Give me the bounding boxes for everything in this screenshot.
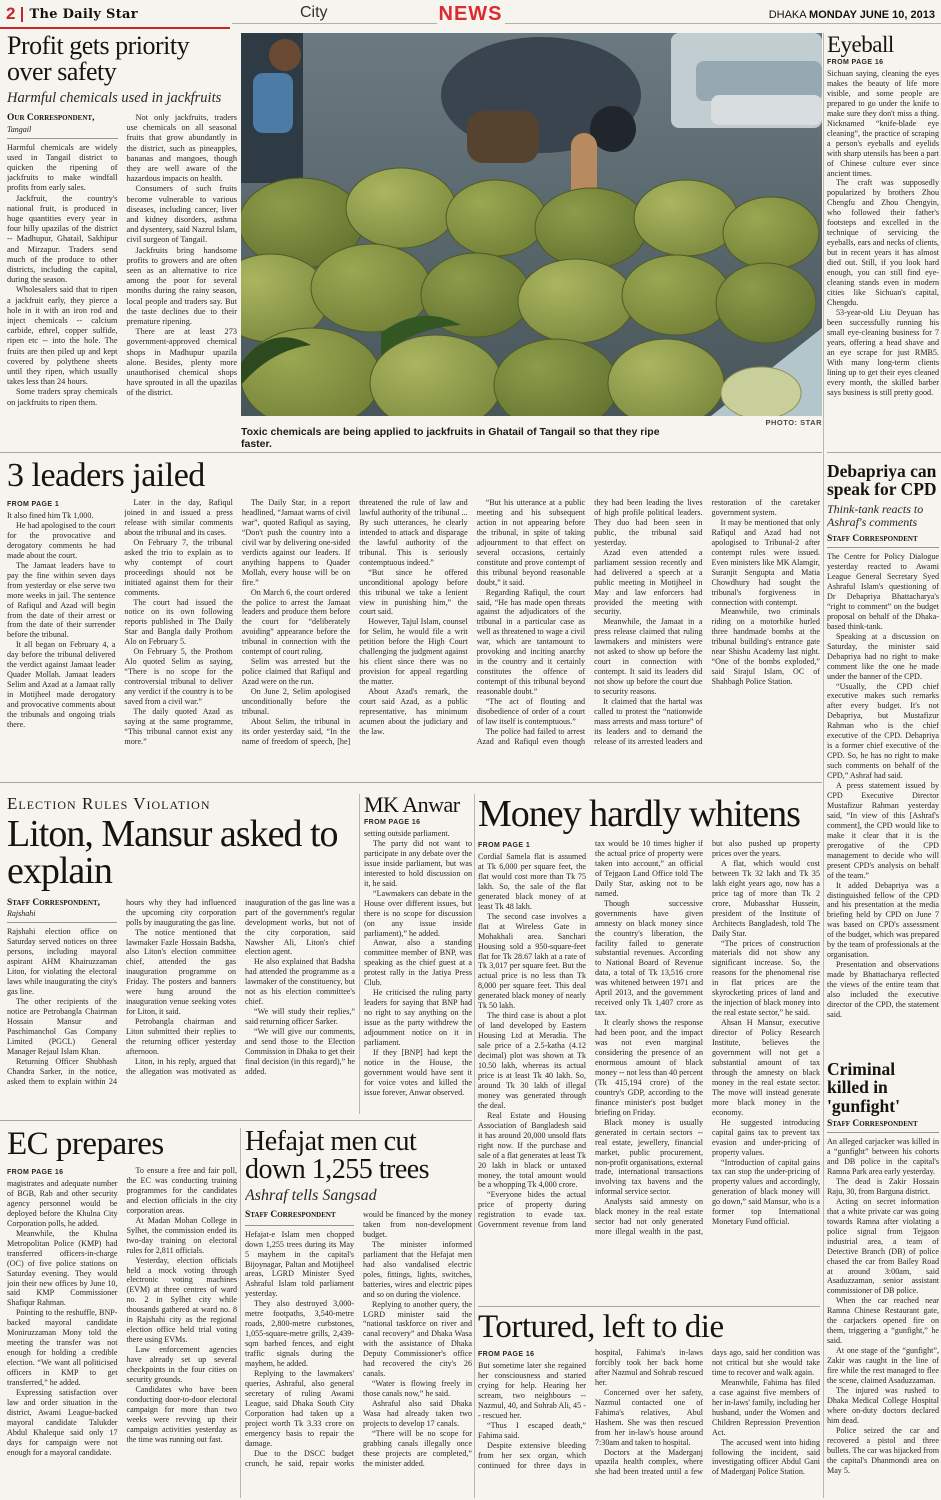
paragraph: It clearly shows the response had been poor, and the impact was not even marginal considering the presence of an enormous amount of black money -- not less than 40 percent (Tk 415,194 crore) of the country's GDP, according to the finance minister's post budget briefing on Friday. <box>595 1018 703 1117</box>
paragraph: They also destroyed 3,000-metre footpaths, 3,540-metre roads, 2,800-metre curbstones, 1,055-square-metre grills, 2,439-sqm barbed fences, and eight traffic signals during the mayhem, he added. <box>245 1299 354 1369</box>
caption-row <box>241 416 822 450</box>
paragraph: “We will study their replies,” said returning officer Sarker. <box>245 1007 355 1027</box>
paragraph: There are at least 273 government-approved chemical shops in Madhupur upazila alone. Besides, plenty more unauthorised chemical shops have sprouted in all the upazilas of the district. <box>126 327 237 398</box>
paragraph: Meanwhile, Fahima has filed a case against five members of her in-laws' family, including her husband, under the Women and Children Repression Prevention Act. <box>712 1377 820 1437</box>
paragraph: Jackfruits bring handsome profits to growers and are often seen as an alternative to rice among the poor for several months during the rainy season, local people and traders say. But the taste declines due to their premature ripening. <box>126 245 237 327</box>
paragraph: Harmful chemicals are widely used in Tangail district to quicken the ripening of jackfruits to make windfall profits from early sales. <box>7 142 118 193</box>
article-body <box>7 1166 237 1488</box>
article-body <box>364 819 472 1109</box>
byline <box>245 1210 354 1226</box>
paragraph: On March 6, the court ordered the police to arrest the Jamaat leaders and produce them before the court for “deliberately avoiding” appearance before the tribunal in connection with the contempt of court ruling. <box>241 587 351 657</box>
paragraph: “But since he offered unconditional apology before this tribunal we take a lenient view in punishing him,” the court said. <box>359 567 468 617</box>
paragraph: He criticised the ruling party leaders for saying that BNP had no right to say anything on the issue as the party withdrew the adjournment notice on it in parliament. <box>364 988 472 1048</box>
byline-name: Staff Correspondent <box>827 534 918 545</box>
article-debapriya-cpd <box>827 462 939 1054</box>
paragraph: Presentation and observations made by Bhattacharya reflected the views of the entire team that also included the executive director of the CPD, the statement said. <box>827 960 939 1019</box>
paragraph: Black money is usually generated in certain sectors -- real estate, jewellery, financial market, public procurement, non-profit organisations, external trade, international transactions involving tax havens and the informal service sector. <box>595 1117 703 1197</box>
jackfruit-photo-illustration <box>241 33 822 416</box>
masthead-rule <box>0 27 230 29</box>
byline-name: Staff Correspondent <box>245 1210 336 1220</box>
paragraph: It may be mentioned that only Rafiqul and Azad had not apologised to Tribunal-2 after contempt rules were issued. Even ministers like MK Alamgir, Suranjit Sengupta and Matia Chowdhury had sought the tribunal's forgiveness in connection with contempt. <box>711 517 820 607</box>
paragraph: Wholesalers said that to ripen a jackfruit early, they pierce a hole in it with an iron rod and inject chemicals -- calcium carbide, ethrel, copper sulfide, ripen etc -- into the hole. The fruits are then piled up and kept covered by polythene sheets until they ripen, which usually takes less than 24 hours. <box>7 285 118 387</box>
section-label: City <box>300 4 328 21</box>
paragraph: A press statement issued by CPD Executive Director Mustafizur Rahman yesterday said, “In view of this [Ashraf's comment], the CPD would like to make it clear that it is the prerogative of the CPD management to decide who will present CPD's analysis on behalf of the team.” <box>827 781 939 880</box>
paragraph: Yesterday, election officials held a mock voting through electronic voting machines (EVM) at three centres of ward no. 2 in Sylhet city while thousands gathered at ward no. 8 in Rajshahi city as the regional election office held trial voting there using EVMs. <box>126 1255 237 1345</box>
paragraph: Though successive governments have given amnesty on black money since the country's liberation, the facility failed to generate substantial revenues. According to National Board of Revenue data, a total of Tk 13,516 crore was whitened between 1971 and April 2013, and the government received only Tk 1,407 crore as tax. <box>595 898 703 1018</box>
paragraph: The court had issued the notice on its own following reports published in The Daily Star and Bangla daily Prothom Alo on February 5. <box>124 597 233 647</box>
paragraph: The other recipients of the notice are Petrobangla Chairman Hossain Mansur and Paschimanchol Gas Company Limited (PGCL) General Manager Rejaul Islam Khan. <box>7 996 117 1056</box>
paragraph: He suggested introducing capital gains tax to prevent tax evasion and under-pricing of property values. <box>712 1117 820 1157</box>
article-money-hardly-whitens <box>478 795 820 1303</box>
paragraph: “Usually, the CPD chief executive makes such remarks after every budget. It's not Debapriya, but Mustafizur Rahman who is the chief executive of the CPD. Debapriya is a former chief executive of the CPD. So, he has no right to make such comments on behalf of the CPD,” Ashraf had said. <box>827 681 939 781</box>
paragraph: The daily quoted Azad as saying at the same programme, “This tribunal cannot exist any more.” <box>124 707 233 746</box>
paragraph: Candidates who have been conducting door-to-door electoral campaign for more than two weeks were revving up their campaign activities yesterday as the time was running out fast. <box>126 1384 237 1444</box>
paragraph: Petrobangla chairman and Liton submitted their replies to the returning officer yesterday afternoon. <box>126 1017 236 1057</box>
paragraph: Due to the DSCC budget crunch, he said, repair works would be financed by the money taken from non-development budget. <box>245 1210 472 1468</box>
paragraph: “We will give our comments, and send those to the Election Commission in Dhaka to get their final decision (in this regard),” he added. <box>245 1027 355 1076</box>
byline-place: Tangail <box>7 124 32 134</box>
paragraph: Pointing to the reshuffle, BNP-backed mayoral candidate Moniruzzaman Mony told the meeting the transfer was not enough for holding a credible election. “We want all politicised officers in KMP to get transferred,” he added. <box>7 1308 118 1388</box>
photo-credit: PHOTO: STAR <box>765 418 822 427</box>
paragraph: Azad even attended a parliament session recently and had delivered a speech at a public meeting in Motijheel in May and law enforcers had provided the meeting with security. <box>594 547 703 617</box>
from-page-ref: FROM PAGE 1 <box>7 501 60 508</box>
subhead: Harmful chemicals used in jackfruits <box>7 90 222 106</box>
paragraph: Rajshahi election office on Saturday served notices on three persons, including mayoral aspirant AHM Khairuzzaman Liton, for violating the electoral laws while inaugurating the city's gas line. <box>7 927 117 996</box>
paragraph: Selim was arrested but the police claimed that Rafiqul and Azad were on the run. <box>241 657 351 687</box>
masthead-logo: The Daily Star <box>29 6 138 22</box>
paragraph: “Introduction of capital gains tax can stop the under-pricing of property values and accordingly, generation of black money will go down,” said Mansur, who is a former top International Monetary Fund official. <box>712 1157 820 1227</box>
paragraph: Replying to the lawmakers' queries, Ashraful, also general secretary of ruling Awami League, said Dhaka South City Corporation had taken up a project worth Tk 3.33 crore on emergency basis to repair the damage. <box>245 1369 354 1448</box>
paragraph: setting outside parliament. <box>364 829 450 838</box>
column-divider <box>823 33 824 1498</box>
paragraph: Returning Officer Shubhash Chandra Sarker, in the notice, asked them to explain within 24 hours why they had influenced the upcoming city corporation polls by inaugurating the gas line. <box>7 897 236 1086</box>
article-liton-mansur <box>7 794 355 1116</box>
article-mk-anwar <box>364 794 472 1116</box>
paragraph: Liton, in his reply, argued that the allegation was motivated as inauguration of the gas line was a part of the government's regular development works, but not of the city corporation, said Nawsher Ali, Liton's chief election agent. <box>126 897 355 1076</box>
paragraph: Acting on secret information that a white private car was going towards Ramna after violating a police signal from Tejgaon industrial area, a team of Detective Branch (DB) of police chased the car from Bailey Road at around 3:00am, said Asaduzzaman, senior assistant commissioner of DB police. <box>827 1196 939 1296</box>
headline: EC prepares <box>7 1128 164 1162</box>
paragraph: Real Estate and Housing Association of Bangladesh said it has around 20,000 unsold flats right now. If the purchase and sale of a flat generates at least Tk 20 lakh in black or untaxed money, the total amount would be a whopping Tk 4,000 crore. <box>478 1110 586 1190</box>
page-number: 2 <box>6 4 16 23</box>
paragraph: 53-year-old Liu Deyuan has been successfully running his small eye-cleaning business for 7 years, offering a head shave and an eye scrape for just RMB5. With many long-term clients lining up to get their eyes cleaned every month, the skilled barber says business is still pretty good. <box>827 307 939 397</box>
column-divider <box>474 794 475 1498</box>
byline-name: Staff Correspondent <box>827 1119 918 1130</box>
paragraph: Ashraful also said Dhaka Wasa had already taken two projects to develop 17 canals. <box>363 1399 472 1429</box>
article-body <box>827 59 939 441</box>
paragraph: The police had failed to arrest Azad and Rafiqul even though they had been leading the lives of high profile political leaders. They duo had been seen in public, the tribunal said yesterday. <box>476 498 703 746</box>
header-hairline <box>505 23 941 24</box>
paragraph: Anwar, also a standing committee member of BNP, was speaking as the chief guest at a protest rally in the Jatiya Press Club. <box>364 938 472 988</box>
subhead: Think-tank reacts to Ashraf's comments <box>827 501 924 529</box>
paragraph: The dead is Zakir Hossain Raju, 30, from Barguna district. <box>827 1176 939 1196</box>
article-body <box>478 1348 820 1490</box>
section-divider <box>0 1120 472 1121</box>
paragraph: “There will be no scope for grabbing canals illegally once these projects are completed,” the minister added. <box>363 1428 472 1468</box>
article-body <box>245 1210 472 1490</box>
section-divider <box>0 782 822 783</box>
paragraph: At one stage of the “gunfight”, Zakir was caught in the line of fire while the rest managed to flee the scene, claimed Asaduzzaman. <box>827 1346 939 1385</box>
paragraph: The minister informed parliament that the Hefajat men had also vandalised electric poles, fittings, lights, switches, batteries, wires and electric pipes and so on during the violence. <box>363 1239 472 1299</box>
dateline-date: MONDAY JUNE 10, 2013 <box>809 9 935 21</box>
from-page-ref: FROM PAGE 1 <box>478 842 531 849</box>
article-body <box>7 498 820 770</box>
paragraph: Later in the day, Rafiqul joined in and issued a press release with similar comments about the tribunal and its cases. <box>124 498 233 537</box>
paragraph: The Centre for Policy Dialogue yesterday reacted to Awami League General Secretary Syed Ashraful Islam's questioning of Dr Debapriya Bhattacharya's “right to comment” on the budget proposal on behalf of the Dhaka-based think-tank. <box>827 552 939 631</box>
paragraph: magistrates and adequate number of BGB, Rab and other security agency personnel would be deployed before the Khulna City Corporation polls, he added. <box>7 1179 118 1228</box>
from-page-ref: FROM PAGE 16 <box>7 1169 64 1176</box>
paragraph: Ahsan H Mansur, executive director of Policy Research Institute, believes the government will not get a substantial amount of tax through the amnesty on black money in the real estate sector. The move will instead generate more black money in the economy. <box>712 1018 820 1117</box>
paragraph: The accused went into hiding following the incident, said investigating officer Abdul Gani of Maderganj Police Station. <box>712 1437 820 1477</box>
photo-block <box>241 33 822 450</box>
paragraph: If they [BNP] had kept the notice in the House, the government would have sent it for voice votes and killed the issue forever, Anwar observed. <box>364 1047 472 1097</box>
from-page-ref: FROM PAGE 16 <box>478 1351 535 1358</box>
byline-name: Our Correspondent, <box>7 113 95 123</box>
paragraph: A flat, which would cost between Tk 32 lakh and Tk 35 lakh eight years ago, now has a price tag of more than Tk 2 crore, Mubasshar Hussein, president of the Institute of Architects Bangladesh, told The Daily Star. <box>712 858 820 938</box>
article-profit-over-safety <box>7 33 237 437</box>
paragraph: Doctors at the Maderganj upazila health complex, where she had been treated until a few days ago, said her condition was not critical but she would take time to recover and walk again. <box>595 1348 820 1477</box>
paragraph: Despite extensive bleeding from her sex organ, which continued for three days in hospital, Fahima's in-laws forcibly took her back home after Nazmul and Sohrab rescued her. <box>478 1348 703 1470</box>
paragraph: Sichuan saying, cleaning the eyes makes the beauty of life more visible, and some people are prepared to go under the knife to make sure they don't miss a thing. Nicknamed “knife-blade eye cleaning”, the practice of scraping a person's eyeballs and eyelids with sharp utensils has been a part of Chinese culture ever since ancient times. <box>827 69 939 178</box>
paragraph: Analysts said amnesty on black money in the real estate sector had not only generated more illegal wealth in the past, but also pushed up property prices over the years. <box>595 839 820 1237</box>
paragraph: “Everyone hides the actual price of property during registration to evade tax. Government revenue from land tax would be 10 times higher if the actual price of property were taken into account,” an official of Tejgaon Land Office told The Daily Star, asking not to be named. <box>478 839 703 1230</box>
paragraph: He also explained that Badsha had attended the programme as a lawmaker of the constituency, but not as his election committee's chief. <box>245 957 355 1007</box>
paragraph: The notice mentioned that lawmaker Fazle Hossain Badsha, also Liton's election committee chief, attended the gas inauguration programme on Friday. The posters and banners were hung around the inauguration venue seeking votes for Liton, it said. <box>126 927 236 1017</box>
paragraph: “Lawmakers can debate in the House over different issues, but there is no scope for discussion (on any issue inside parliament),” he added. <box>364 888 472 938</box>
paragraph: But sometime later she regained her consciousness and started crying for help. Hearing her scream, two neighbours -- Nazmul, 40, and Sohrab Ali, 45 -- rescued her. <box>478 1361 586 1420</box>
headline: Criminal killed in 'gunfight' <box>827 1060 900 1116</box>
article-body <box>478 839 820 1297</box>
news-photo <box>241 33 822 416</box>
paragraph: “Thus I escaped death,” Fahima said. <box>478 1420 586 1440</box>
subhead: Ashraf tells Sangsad <box>245 1187 377 1204</box>
paragraph: Consumers of such fruits become vulnerable to various diseases, including cancer, liver and kidney disorders, asthma and dysentery, said Nazrul Islam, civil surgeon of Tangail. <box>126 184 237 245</box>
paragraph: “Water is flowing freely in those canals now,” he said. <box>363 1379 472 1399</box>
paragraph: “But his utterance at a public meeting and his subsequent action in not appearing before the tribunal, in spite of taking adjournment to that effect on several occasions, certainly constitute and prove contempt of this tribunal beyond reasonable doubt,” it said. <box>476 498 586 587</box>
header-hairline <box>232 23 437 24</box>
from-page-ref: FROM PAGE 16 <box>827 59 884 66</box>
paragraph: The third case is about a plot of land developed by Eastern Housing Ltd at Meradia. The sale price of a 2.5-katha (4.12 decimal) plot was shown at Tk 10.50 lakh, whereas its actual price is at least Tk 40 lakh. So, around Tk 30 lakh of illegal money was generated through the deal. <box>478 1011 586 1110</box>
article-eyeball <box>827 33 939 448</box>
dateline <box>769 9 935 21</box>
paragraph: On February 5, the Prothom Alo quoted Selim as saying, “There is no scope for the controversial tribunal to deliver any verdict if the country is to be saved from a civil war.” <box>124 647 233 707</box>
paragraph: Replying to another query, the LGRD minister said the “national taskforce on river and canal recovery” and Dhaka Wasa with the assistance of Dhaka Deputy Commissioner's office had recovered the city's 26 canals. <box>363 1299 472 1379</box>
news-banner: NEWS <box>438 3 503 25</box>
byline-place: Rajshahi <box>7 909 36 919</box>
dateline-city: DHAKA <box>768 9 806 21</box>
article-hefajat-trees <box>245 1128 472 1498</box>
paragraph: Concerned over her safety, Nazmul contacted one of Fahima's relatives, Abul Hashem. She was then rescued from her in-law's house around 7:30am and taken to hospital. <box>595 1387 703 1447</box>
paragraph: Meanwhile, the Jamaat in a press release claimed that ruling lawmakers and ministers were not asked to show up before the court in connection with contempt. It said its leaders did not show up before the court due to security reasons. <box>594 617 703 697</box>
kicker: Election Rules Violation <box>7 794 211 813</box>
paragraph: It added Debapriya was a distinguished fellow of the CPD and his presentation at the media briefing held by CPD on June 7 was based on CPD's assessment of the budget, which was prepared by the team of professionals at the organisation. <box>827 880 939 960</box>
byline-name: Staff Correspondent, <box>7 897 100 908</box>
paragraph: Police seized the car and recovered a pistol and three bullets. The car was hijacked from the capital's Dhanmondi area on May 5. <box>827 1425 939 1475</box>
section-divider <box>0 452 822 453</box>
article-3-leaders-jailed <box>7 459 820 777</box>
article-body <box>827 1137 939 1498</box>
paragraph: Law enforcement agencies have already set up several checkpoints in the four cities on security grounds. <box>126 1345 237 1385</box>
paragraph: It also fined him Tk 1,000. <box>7 511 94 520</box>
headline: Profit gets priority over safety <box>7 33 190 86</box>
byline <box>827 534 939 548</box>
paragraph: He had apologised to the court for the provocative and derogatory comments he had made about the court. <box>7 520 116 560</box>
paragraph: Meanwhile, two criminals riding on a motorbike hurled three handmade bombs at the tribunal building's entrance gate near Shishu Academy last night. “One of the bombs exploded,” said Sirajul Islam, OC of Shahbagh Police Station. <box>711 607 820 687</box>
headline: Liton, Mansur asked to explain <box>7 813 338 892</box>
paragraph: An alleged carjacker was killed in a “gunfight” between his cohorts and DB police in the capital's Ramna Park area early yesterday. <box>827 1137 939 1176</box>
paragraph: The Daily Star, in a report headlined, “Jamaat warns of civil war”, quoted Rafiqul as saying, “Don't push the country into a civil war by delivering one-sided verdicts against our leaders. If anything happens to Quader Mollah, every house will be on fire.” <box>241 498 351 587</box>
paragraph: The party did not want to participate in any debate over the issue inside parliament, but was interested to hold discussion on it, he said. <box>364 838 472 888</box>
paragraph: About Azad's remark, the court said Azad, as a public representative, has minimum acumen about the judiciary and the law. <box>359 687 468 736</box>
headline: Tortured, left to die <box>478 1311 724 1345</box>
paragraph: It all began on February 4, a day before the tribunal delivered the verdict against Jamaat leader Quader Mollah. Jamaat leaders Selim and Azad at a Jamaat rally in Motijheel made derogatory and provocative comments about the tribunals and ongoing trials there. <box>7 640 116 730</box>
paragraph: Some traders spray chemicals on jackfruits to ripen them. <box>7 387 118 407</box>
paragraph: It claimed that the hartal was called to protest the “nationwide mass arrests and mass torture” of its leaders and to demand the release of its arrested leaders and restoration of the caretaker government system. <box>594 498 820 746</box>
paragraph: Jackfruit, the country's national fruit, is produced in huge quantities every year in four hilly upazilas of the district -- Madhupur, Ghatail, Sakhipur and Mirzapur. Traders send much of the produce to other districts, including the capital, during the season. <box>7 193 118 285</box>
page-header <box>0 0 941 31</box>
section-divider <box>827 452 941 453</box>
paragraph: On June 2, Selim apologised unconditionally before the tribunal. <box>241 687 351 717</box>
headline: MK Anwar <box>364 794 460 817</box>
paragraph: Hefajat-e Islam men chopped down 1,255 trees during its May 5 mayhem in the capital's Bijoynagar, Paltan and Motijheel areas, LGRD Minister Syed Ashraful Islam told parliament yesterday. <box>245 1229 354 1299</box>
byline <box>7 898 117 924</box>
article-body <box>827 552 939 1032</box>
paragraph: However, Tajul Islam, counsel for Selim, he would file a writ petition before the High Court challenging the judgment against his client since there was no provision for appeal regarding the matter. <box>359 617 468 687</box>
paragraph: “The prices of construction materials did not show any significant increase. So, the reasons for the phenomenal rise in flat prices are the skyrocketing prices of land and the injection of black money into the real estate sector,” he said. <box>712 938 820 1018</box>
paragraph: The second case involves a flat at Wireless Gate in Mohakhali area. Sanchari Housing sold a 950-square-feet flat for Tk 28.67 lakh at a rate of Tk 3,017 per square feet. But the actual price is no less than Tk 8,000 per square feet. This deal generated black money of nearly Tk 50 lakh. <box>478 911 586 1011</box>
headline: 3 leaders jailed <box>7 459 205 494</box>
column-divider <box>359 794 360 1114</box>
paragraph: Cordial Samela flat is assumed at Tk 6,000 per square feet, the flat would cost more than Tk 75 lakh. So, the sale of the flat generated black money of at least Tk 48 lakh. <box>478 852 586 911</box>
paragraph: To ensure a free and fair poll, the EC was conducting training programmes for the candidates and election officials in the city corporation areas. <box>126 1166 237 1215</box>
headline: Debapriya can speak for CPD <box>827 462 937 500</box>
section-divider <box>478 1306 820 1307</box>
paragraph: Meanwhile, the Khulna Metropolitan Police (KMP) had transferred officers-in-charge (OC) of five police stations on Saturday evening. They would join their new offices by June 10, said KMP Commissioner Shafiqur Rahman. <box>7 1228 118 1308</box>
paragraph: At Madan Mohan College in Sylhet, the commission ended its two-day training on electoral rules for 2,811 officials. <box>126 1215 237 1255</box>
column-divider <box>240 1128 241 1498</box>
paragraph: The Jamaat leaders have to pay the fine within seven days from yesterday or else serve two more weeks in jail. The sentence of Rafiqul and Azad will begin from the date of their arrest or from the date of their surrender before the tribunal. <box>7 560 116 640</box>
article-body <box>7 898 355 1110</box>
from-page-ref: FROM PAGE 16 <box>364 819 421 826</box>
article-criminal-killed-gunfight <box>827 1060 939 1498</box>
paragraph: About Selim, the tribunal in its order yesterday said, “In the name of freedom of speech, [he] threatened the rule of law and lawful authority of the tribunal ... By such utterances, he clearly intended to attack and disparage the lawful authority of the tribunal. This is seriously contemptuous indeed.” <box>241 498 468 746</box>
headline: Hefajat men cut down 1,255 trees <box>245 1128 430 1185</box>
headline: Money hardly whitens <box>478 795 800 835</box>
paragraph: The craft was supposedly popularized by brothers Zhou Chengfu and Zhou Chengyin, who followed their father's footsteps and excelled in the technique of servicing the eyeballs, ears and necks of clients, but in recent years it has almost died out. Still, if you look hard enough, you can still find eye-cleaning stands even in modern cities like Sichuan's capital, Chengdu. <box>827 178 939 307</box>
paragraph: On February 7, the tribunal asked the trio to explain as to why contempt of court proceedings should not be initiated against them for their comments. <box>124 537 233 597</box>
paragraph: “The act of flouting and disobedience of order of a court of law itself is contemptuous.” <box>476 697 586 726</box>
paragraph: When the car reached near Ramna Chinese Restaurant gate, the carjackers opened fire on them, triggering a “gunfight,” he said. <box>827 1296 939 1346</box>
headline: Eyeball <box>827 33 894 57</box>
paragraph: Regarding Rafiqul, the court said, “He has made open threats against the adjudicators of the tribunal in a particular case as well as threatened to wage a civil war, which are tantamount to provoking and inciting anarchy in the country and it certainly constitutes the offence of contempt of this tribunal beyond reasonable doubt.” <box>476 587 586 697</box>
article-body <box>7 113 237 418</box>
article-tortured-left-to-die <box>478 1311 820 1498</box>
paragraph: Not only jackfruits, traders use chemicals on all seasonal fruits that grow abundantly in the district, such as pineapples, bananas and mangoes, though they are well aware of the hazardous impacts on health. <box>126 113 237 184</box>
photo-caption: Toxic chemicals are being applied to jackfruits in Ghatail of Tangail so that they ripe faster. <box>241 426 660 450</box>
article-ec-prepares <box>7 1128 237 1498</box>
byline <box>7 113 118 139</box>
paragraph: The injured was rushed to Dhaka Medical College Hospital where on-duty doctors declared him dead. <box>827 1385 939 1425</box>
paragraph: Expressing satisfaction over law and order situation in the district, Awami League-backed mayoral candidate Talukder Abdul Khaleque said only 17 days for campaign were not enough for a mayoral candidate. <box>7 1388 118 1457</box>
byline <box>827 1119 939 1133</box>
paragraph: Speaking at a discussion on Saturday, the minister said Debapriya had no right to make comment like the one he made under the banner of the CPD. <box>827 631 939 681</box>
